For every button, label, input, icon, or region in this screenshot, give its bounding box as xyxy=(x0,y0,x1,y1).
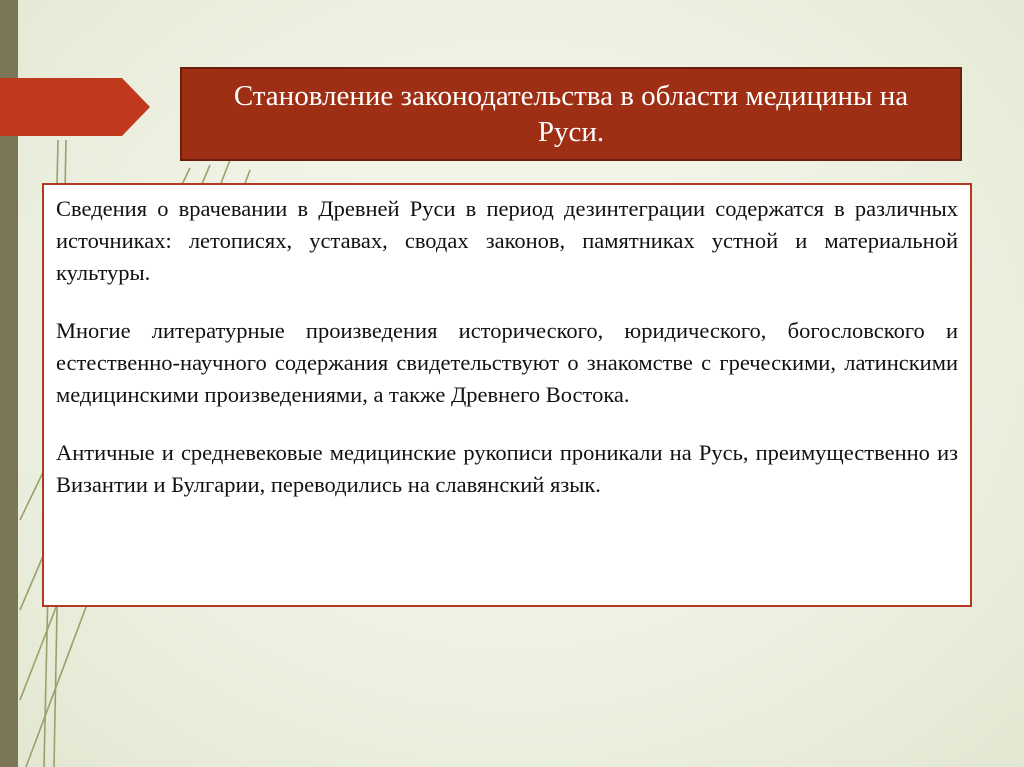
paragraph-2: Многие литературные произведения исторического, юридического, богословского и естественно-научного содержания свидетельствуют о знакомстве с греческими, латинскими медицинскими произведениями, а также Древнего Востока. xyxy=(56,318,958,407)
accent-arrow-shape xyxy=(0,78,150,136)
slide-title-box xyxy=(180,67,962,161)
slide-title: Становление законодательства в области медицины на Руси. xyxy=(233,80,909,148)
content-box xyxy=(42,183,972,607)
paragraph-3: Античные и средневековые медицинские рукописи проникали на Русь, преимущественно из Византии и Булгарии, переводились на славянский язык. xyxy=(56,440,958,497)
paragraph-1: Сведения о врачевании в Древней Руси в период дезинтеграции содержатся в различных источниках: летописях, уставах, сводах законов, памятниках устной и материальной культуры. xyxy=(56,196,958,285)
